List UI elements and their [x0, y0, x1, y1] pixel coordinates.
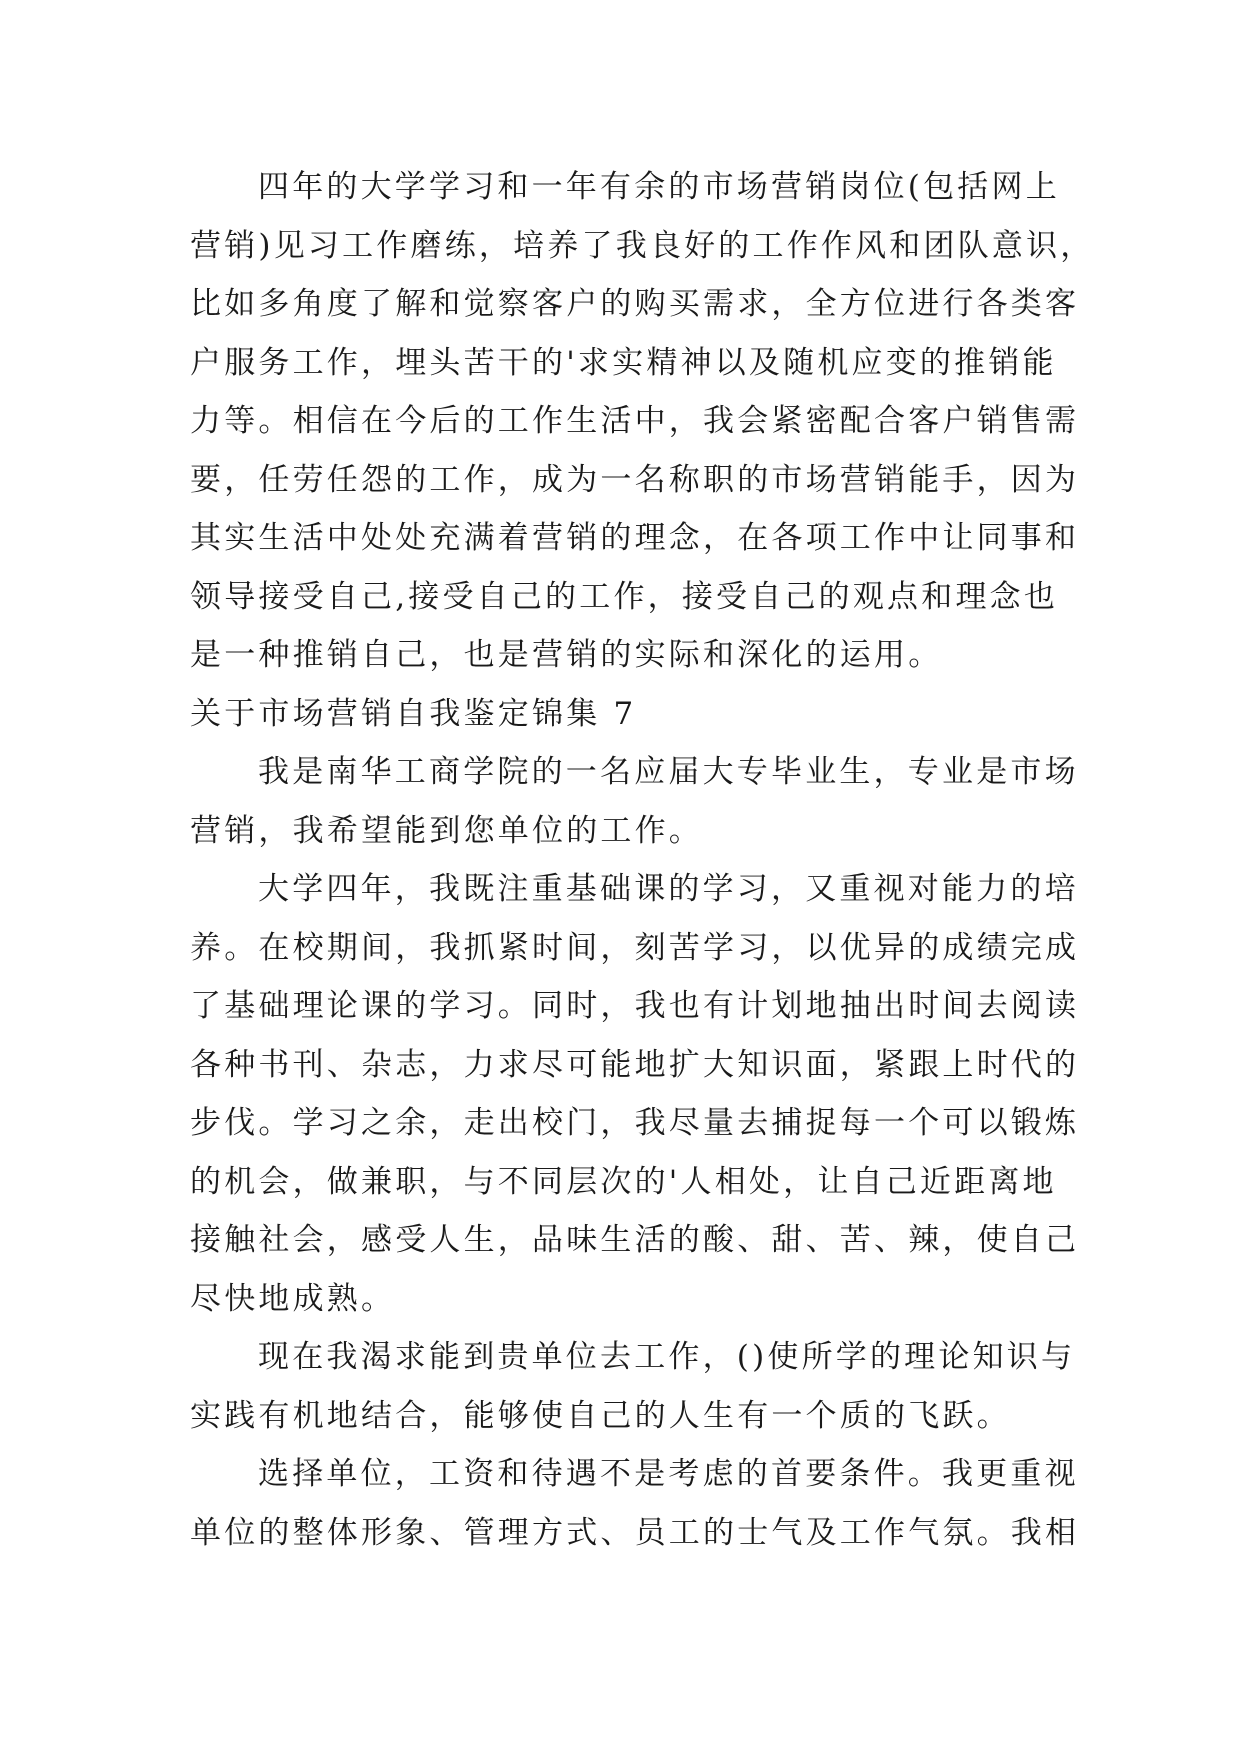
text-line: 养。在校期间，我抓紧时间，刻苦学习，以优异的成绩完成 [190, 929, 1080, 966]
text-line: 各种书刊、杂志，力求尽可能地扩大知识面，紧跟上时代的 [190, 1046, 1080, 1083]
text-line: 的机会，做兼职，与不同层次的'人相处，让自己近距离地 [190, 1163, 1057, 1200]
text-line: 四年的大学学习和一年有余的市场营销岗位(包括网上 [258, 169, 1060, 205]
text-line: 尽快地成熟。 [190, 1280, 396, 1317]
paragraph-1 [190, 158, 1095, 685]
text-line: 了基础理论课的学习。同时，我也有计划地抽出时间去阅读 [190, 988, 1080, 1024]
text-line: 大学四年，我既注重基础课的学习，又重视对能力的培 [258, 871, 1079, 907]
text-line: 营销)见习工作磨练，培养了我良好的工作作风和团队意识， [190, 227, 1095, 264]
text-line: 比如多角度了解和觉察客户的购买需求，全方位进行各类客 [190, 286, 1080, 322]
text-line: 我是南华工商学院的一名应届大专毕业生，专业是市场 [258, 754, 1079, 790]
text-line: 选择单位，工资和待遇不是考虑的首要条件。我更重视 [258, 1456, 1079, 1492]
paragraph-4 [190, 1328, 1076, 1445]
text-line: 其实生活中处处充满着营销的理念，在各项工作中让同事和 [190, 520, 1080, 556]
text-line: 营销，我希望能到您单位的工作。 [190, 812, 703, 849]
document-body [190, 158, 1095, 1562]
text-line: 要，任劳任怨的工作，成为一名称职的市场营销能手，因为 [190, 461, 1080, 498]
text-line: 力等。相信在今后的工作生活中，我会紧密配合客户销售需 [190, 403, 1080, 439]
heading-text: 关于市场营销自我鉴定锦集 7 [190, 695, 637, 732]
paragraph-5 [190, 1445, 1080, 1562]
text-line: 步伐。学习之余，走出校门，我尽量去捕捉每一个可以锻炼 [190, 1105, 1080, 1141]
text-line: 单位的整体形象、管理方式、员工的士气及工作气氛。我相 [190, 1514, 1080, 1551]
paragraph-2 [190, 743, 1079, 860]
text-line: 现在我渴求能到贵单位去工作，()使所学的理论知识与 [258, 1339, 1076, 1375]
section-heading [190, 685, 1052, 744]
text-line: 是一种推销自己，也是营销的实际和深化的运用。 [190, 637, 943, 673]
text-line: 领导接受自己,接受自己的工作，接受自己的观点和理念也 [190, 578, 1059, 615]
text-line: 户服务工作，埋头苦干的'求实精神以及随机应变的推销能 [190, 344, 1057, 381]
paragraph-3 [190, 860, 1080, 1328]
text-line: 接触社会，感受人生，品味生活的酸、甜、苦、辣，使自己 [190, 1222, 1080, 1258]
text-line: 实践有机地结合，能够使自己的人生有一个质的飞跃。 [190, 1397, 1011, 1434]
